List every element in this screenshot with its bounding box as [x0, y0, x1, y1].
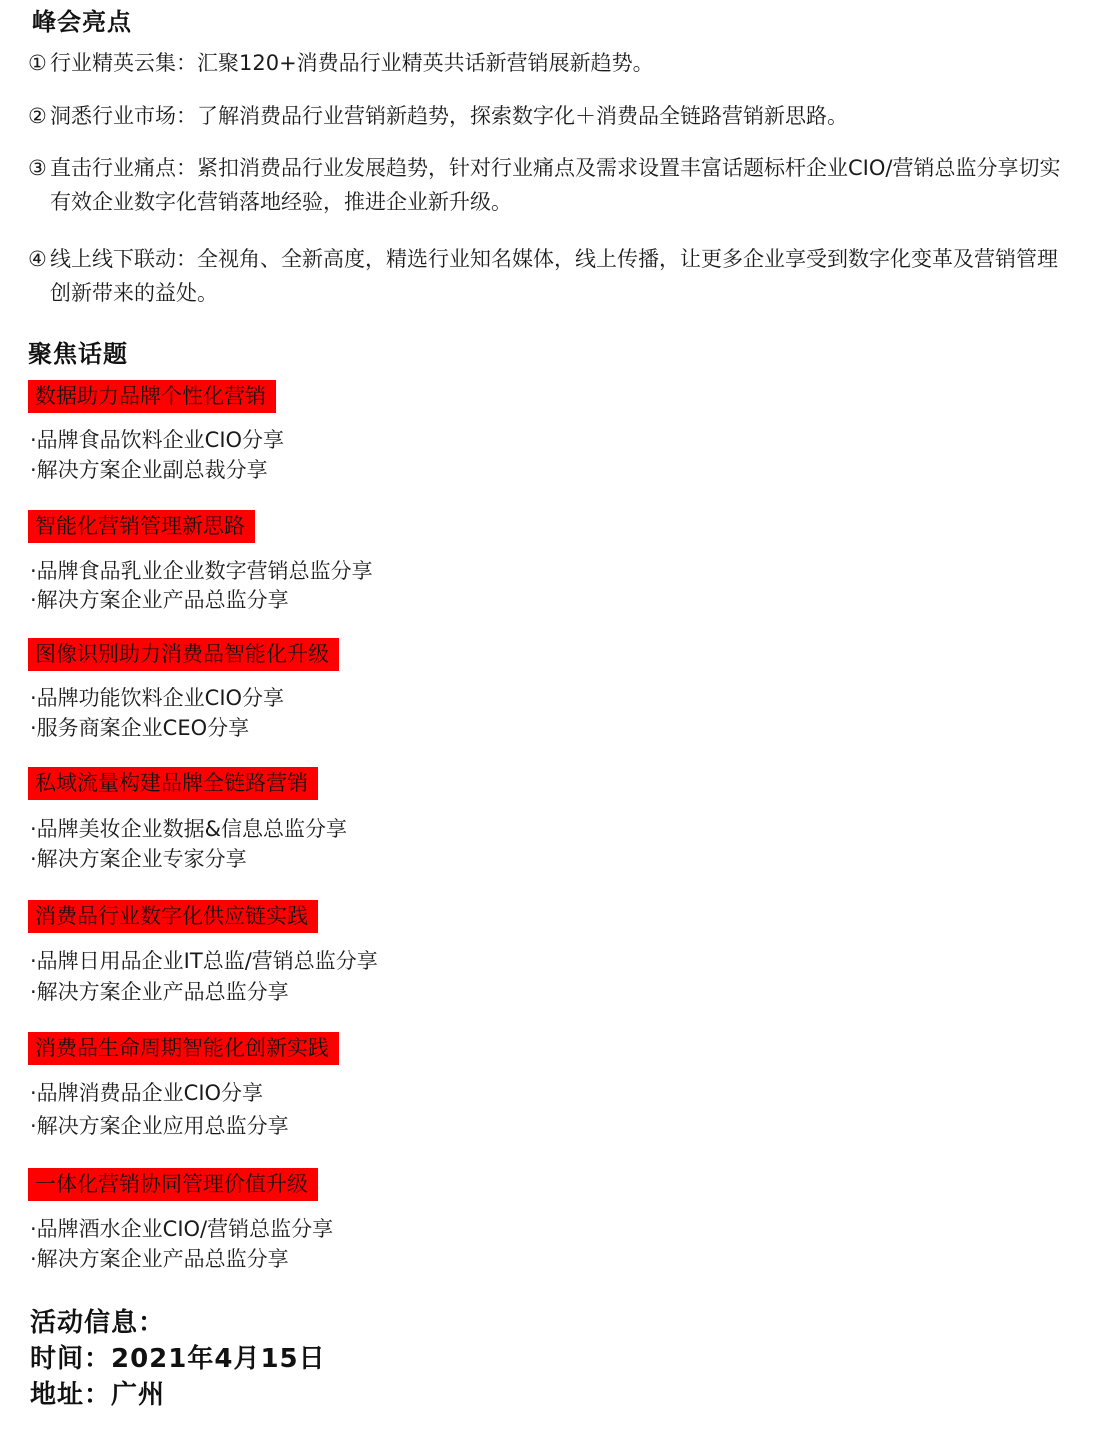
highlight-item-1	[28, 46, 1078, 80]
event-info-heading: 活动信息：	[30, 1308, 166, 1338]
topic-bullet: ·解决方案企业应用总监分享	[30, 1114, 289, 1138]
event-time: 时间：2021年4月15日	[30, 1344, 326, 1374]
highlight-item-3	[28, 151, 1078, 219]
topic-bullet: ·品牌食品饮料企业CIO分享	[30, 428, 285, 452]
event-address: 地址：广州	[30, 1380, 166, 1410]
topic-tag: 智能化营销管理新思路	[28, 510, 255, 543]
topic-tag: 消费品生命周期智能化创新实践	[28, 1032, 339, 1065]
topic-bullet: ·品牌食品乳业企业数字营销总监分享	[30, 559, 373, 583]
topic-bullet: ·解决方案企业产品总监分享	[30, 1247, 289, 1271]
highlight-number: ④	[28, 247, 47, 271]
highlight-text: 直击行业痛点：紧扣消费品行业发展趋势，针对行业痛点及需求设置丰富话题标杆企业CIO/营销总监分享切实有效企业数字化营销落地经验，推进企业新升级。	[50, 156, 1061, 214]
topic-bullet: ·品牌消费品企业CIO分享	[30, 1081, 264, 1105]
highlight-number: ①	[28, 51, 47, 75]
highlight-number: ②	[28, 104, 47, 128]
topic-bullet: ·品牌酒水企业CIO/营销总监分享	[30, 1217, 334, 1241]
highlight-text: 行业精英云集：汇聚120+消费品行业精英共话新营销展新趋势。	[50, 51, 654, 75]
topic-bullet: ·服务商案企业CEO分享	[30, 716, 250, 740]
topics-heading: 聚焦话题	[28, 340, 128, 368]
topic-bullet: ·品牌美妆企业数据&信息总监分享	[30, 817, 348, 841]
topic-bullet: ·品牌功能饮料企业CIO分享	[30, 686, 285, 710]
highlight-text: 洞悉行业市场：了解消费品行业营销新趋势，探索数字化＋消费品全链路营销新思路。	[50, 104, 848, 128]
topic-bullet: ·解决方案企业专家分享	[30, 847, 247, 871]
highlight-number: ③	[28, 156, 47, 180]
topic-tag: 一体化营销协同管理价值升级	[28, 1168, 318, 1201]
topic-bullet: ·品牌日用品企业IT总监/营销总监分享	[30, 949, 378, 973]
topic-tag: 消费品行业数字化供应链实践	[28, 900, 318, 933]
highlight-item-2	[28, 99, 1078, 133]
highlight-item-4	[28, 242, 1078, 310]
topic-tag: 数据助力品牌个性化营销	[28, 380, 276, 413]
topic-bullet: ·解决方案企业产品总监分享	[30, 588, 289, 612]
topic-tag: 图像识别助力消费品智能化升级	[28, 638, 339, 671]
topic-bullet: ·解决方案企业副总裁分享	[30, 458, 268, 482]
topic-bullet: ·解决方案企业产品总监分享	[30, 980, 289, 1004]
topic-tag: 私域流量构建品牌全链路营销	[28, 767, 318, 800]
highlights-heading: 峰会亮点	[32, 8, 132, 36]
highlight-text: 线上线下联动：全视角、全新高度，精选行业知名媒体，线上传播，让更多企业享受到数字化变革及营销管理创新带来的益处。	[50, 247, 1058, 305]
